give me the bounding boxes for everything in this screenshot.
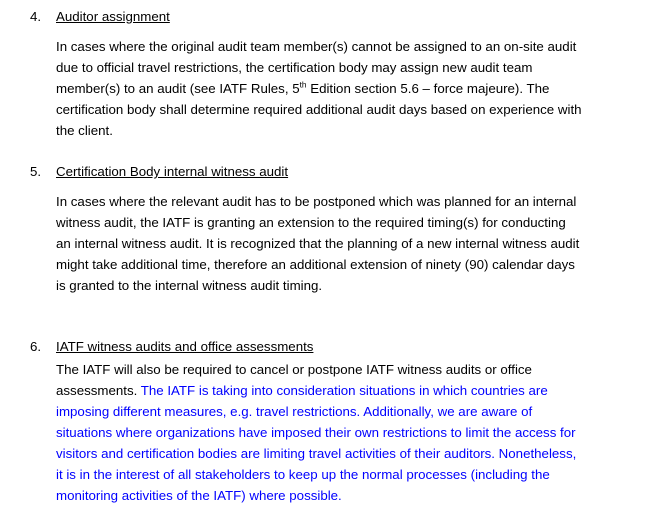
paragraph-line: the client. xyxy=(56,123,113,138)
paragraph-line: certification body shall determine required additional audit days based on experience with xyxy=(56,102,582,117)
section-paragraph xyxy=(56,36,635,141)
paragraph-line xyxy=(56,380,635,401)
highlighted-text-run: The IATF is taking into consideration situations in which countries are xyxy=(140,383,548,398)
paragraph-line: an internal witness audit. It is recognized that the planning of a new internal witness audit xyxy=(56,236,580,251)
section-heading-row xyxy=(30,161,635,182)
section-number: 6. xyxy=(30,339,42,354)
section-paragraph xyxy=(56,191,635,296)
highlighted-text-run: visitors and certification bodies are limiting travel activities of their auditors. Nonetheless, xyxy=(56,446,577,461)
paragraph-line: might take additional time, therefore an additional extension of ninety (90) calendar days xyxy=(56,257,575,272)
section-iatf-witness-audits xyxy=(30,336,635,506)
highlighted-text-run: situations where organizations have imposed their own restrictions to limit the access for xyxy=(56,425,576,440)
paragraph-line: In cases where the relevant audit has to be postponed which was planned for an internal xyxy=(56,194,577,209)
section-number: 5. xyxy=(30,164,42,179)
paragraph-line xyxy=(56,78,635,99)
paragraph-line: witness audit, the IATF is granting an extension to the required timing(s) for conducting xyxy=(56,215,566,230)
section-heading-row xyxy=(30,6,635,27)
section-cb-internal-witness-audit xyxy=(30,161,635,296)
superscript-th: th xyxy=(299,80,307,90)
section-heading: Certification Body internal witness audit xyxy=(56,164,289,179)
section-paragraph xyxy=(56,359,635,506)
section-heading-row xyxy=(30,336,635,357)
highlighted-text-run: it is in the interest of all stakeholders to keep up the normal processes (including the xyxy=(56,467,550,482)
highlighted-text-run: monitoring activities of the IATF) where possible. xyxy=(56,488,342,503)
section-heading: Auditor assignment xyxy=(56,9,170,24)
text-run: Edition section 5.6 – force majeure). The xyxy=(306,81,550,96)
paragraph-line: is granted to the internal witness audit timing. xyxy=(56,278,323,293)
text-run: member(s) to an audit (see IATF Rules, 5 xyxy=(56,81,300,96)
text-run: assessments. xyxy=(56,383,141,398)
section-number: 4. xyxy=(30,9,42,24)
paragraph-line: The IATF will also be required to cancel or postpone IATF witness audits or office xyxy=(56,362,532,377)
section-heading: IATF witness audits and office assessments xyxy=(56,339,314,354)
paragraph-line: In cases where the original audit team member(s) cannot be assigned to an on-site audit xyxy=(56,39,577,54)
highlighted-text-run: imposing different measures, e.g. travel restrictions. Additionally, we are aware of xyxy=(56,404,533,419)
section-auditor-assignment xyxy=(30,6,635,141)
paragraph-line: due to official travel restrictions, the certification body may assign new audit team xyxy=(56,60,533,75)
